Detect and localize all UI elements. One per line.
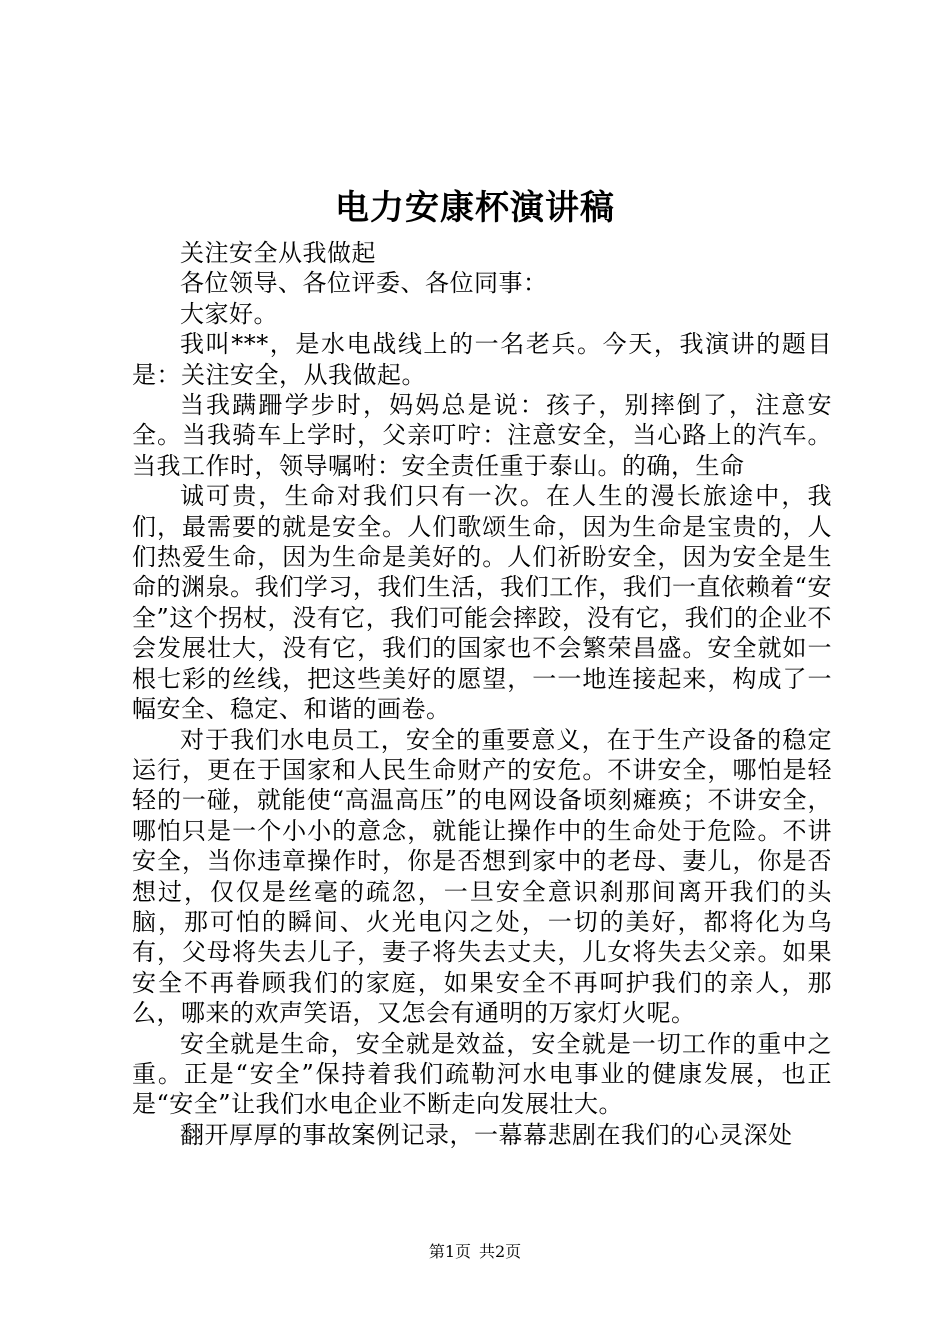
paragraph: 各位领导、各位评委、各位同事：	[180, 269, 548, 298]
paragraph: 诚可贵，生命对我们只有一次。在人生的漫长旅途中，我们，最需要的就是安全。人们歌颂生命，因为生命是宝贵的，人们热爱生命，因为生命是美好的。人们祈盼安全，因为安全是生命的渊泉。我们学习，我们生活，我们工作，我们一直依赖着“安全”这个拐杖，没有它，我们可能会摔跤，没有它，我们的企业不会发展壮大，没有它，我们的国家也不会繁荣昌盛。安全就如一根七彩的丝线，把这些美好的愿望，一一地连接起来，构成了一幅安全、稳定、和谐的画卷。	[132, 482, 832, 724]
paragraph: 我叫***，是水电战线上的一名老兵。今天，我演讲的题目是：关注安全，从我做起。	[132, 330, 832, 389]
paragraph: 安全就是生命，安全就是效益，安全就是一切工作的重中之重。正是“安全”保持着我们疏勒河水电事业的健康发展，也正是“安全”让我们水电企业不断走向发展壮大。	[132, 1029, 832, 1119]
paragraph: 对于我们水电员工，安全的重要意义，在于生产设备的稳定运行，更在于国家和人民生命财产的安危。不讲安全，哪怕是轻轻的一碰，就能使“高温高压”的电网设备顷刻瘫痪；不讲安全，哪怕只是一个小小的意念，就能让操作中的生命处于危险。不讲安全，当你违章操作时，你是否想到家中的老母、妻儿，你是否想过，仅仅是丝毫的疏忽，一旦安全意识刹那间离开我们的头脑，那可怕的瞬间、火光电闪之处，一切的美好，都将化为乌有，父母将失去儿子，妻子将失去丈夫，儿女将失去父亲。如果安全不再眷顾我们的家庭，如果安全不再呵护我们的亲人，那么，哪来的欢声笑语，又怎会有通明的万家灯火呢。	[132, 725, 832, 1028]
page-footer	[0, 1242, 950, 1262]
document-title: 电力安康杯演讲稿	[335, 188, 615, 228]
document-body	[132, 238, 832, 1150]
paragraph: 大家好。	[180, 299, 278, 328]
paragraph: 翻开厚厚的事故案例记录，一幕幕悲剧在我们的心灵深处	[180, 1120, 793, 1149]
page-total: 共2页	[479, 1242, 522, 1261]
paragraph: 当我蹒跚学步时，妈妈总是说：孩子，别摔倒了，注意安全。当我骑车上学时，父亲叮咛：注意安全，当心路上的汽车。当我工作时，领导嘱咐：安全责任重于泰山。的确，生命	[132, 391, 832, 480]
page-number: 第1页	[428, 1242, 471, 1261]
paragraph: 关注安全从我做起	[180, 239, 376, 267]
